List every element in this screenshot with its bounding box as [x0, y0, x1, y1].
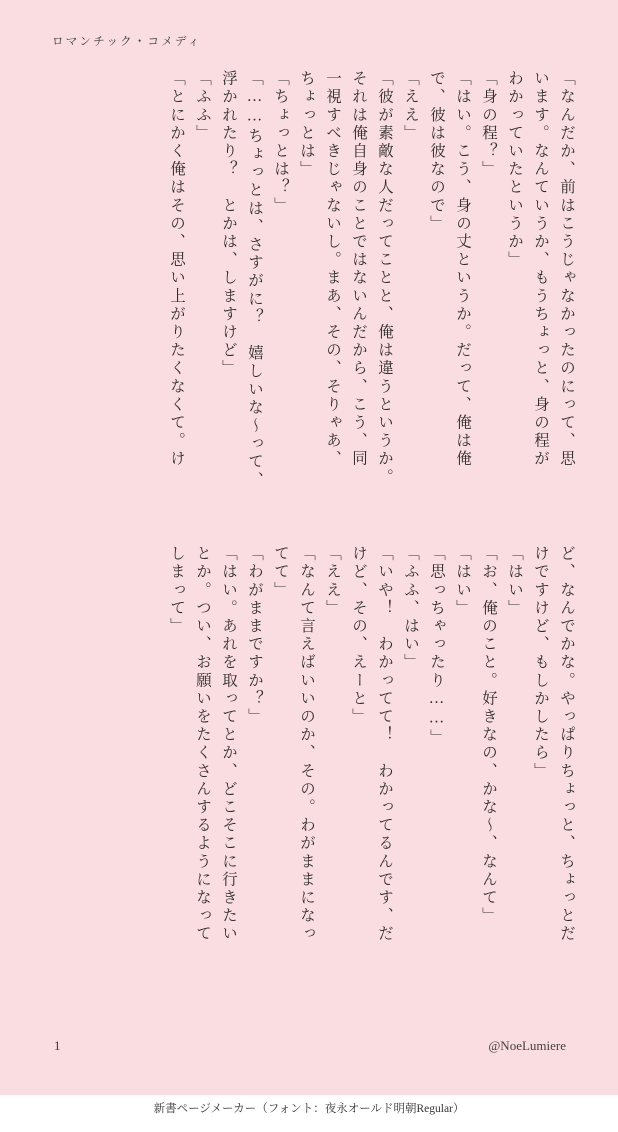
- text-line: 「ええ」: [324, 545, 341, 618]
- text-line: 「……ちょっとは、さすがに？ 嬉しいな～って、: [246, 70, 263, 490]
- text-line: 「なんて言えばいいのか、その。わがままになっ: [298, 545, 315, 944]
- text-line: 「彼が素敵な人だってことと、俺は違うというか。: [376, 70, 393, 487]
- text-line: ど、なんでかな。やっぱりちょっと、ちょっとだ: [558, 545, 575, 944]
- text-line: 「お、俺のこと。好きなの、かな～、なんて」: [480, 545, 497, 926]
- text-line: で、彼は彼なので」: [428, 70, 445, 233]
- text-line: 「とにかく俺はその、思い上がりたくなくて。け: [168, 70, 185, 469]
- text-line: しまって」: [168, 545, 185, 636]
- text-line: 「はい。こう、身の丈というか。だって、俺は俺: [454, 70, 471, 469]
- text-line: 「思っちゃったり……」: [428, 545, 445, 748]
- text-line: 一視すべきじゃないし。まあ、その、そりゃあ、: [324, 70, 341, 469]
- generator-caption: 新書ページメーカー（フォント：夜永オールド明朝Regular）: [153, 1103, 465, 1115]
- text-line: 「ええ」: [402, 70, 419, 143]
- text-line: います。なんていうか、もうちょっと、身の程が: [532, 70, 549, 469]
- page-header-title: ロマンチック・コメディ: [52, 36, 202, 48]
- text-line: それは俺自身のことではないんだから、こう、同: [350, 70, 367, 469]
- author-handle: @NoeLumiere: [488, 1038, 566, 1053]
- text-line: けど、その、えーと」: [350, 545, 367, 726]
- text-line: 「はい。あれを取ってとか、どこそこに行きたい: [220, 545, 237, 944]
- text-line: 浮かれたり？ とかは、しますけど」: [220, 70, 237, 378]
- text-line: とか。つい、お願いをたくさんするようになって: [194, 545, 211, 944]
- text-line: 「はい」: [454, 545, 471, 618]
- text-line: 「ふふ」: [194, 70, 211, 143]
- text-line: 「ふふ、はい」: [402, 545, 419, 672]
- text-line: 「なんだか、前はこうじゃなかったのにって、思: [558, 70, 575, 469]
- text-line: てて」: [272, 545, 289, 600]
- text-line: 「いや！ わかってて！ わかってるんです、だ: [376, 545, 393, 944]
- text-line: ちょっとは」: [298, 70, 315, 179]
- text-line: 「ちょっとは？」: [272, 70, 289, 215]
- text-line: 「はい」: [506, 545, 523, 618]
- text-line: 「身の程？」: [480, 70, 497, 179]
- page-number: 1: [54, 1038, 61, 1053]
- text-line: けですけど、もしかしたら」: [532, 545, 549, 781]
- text-block-lower: [54, 545, 574, 1025]
- text-line: 「わがままですか？」: [246, 545, 263, 726]
- text-line: わかっていたというか」: [506, 70, 523, 270]
